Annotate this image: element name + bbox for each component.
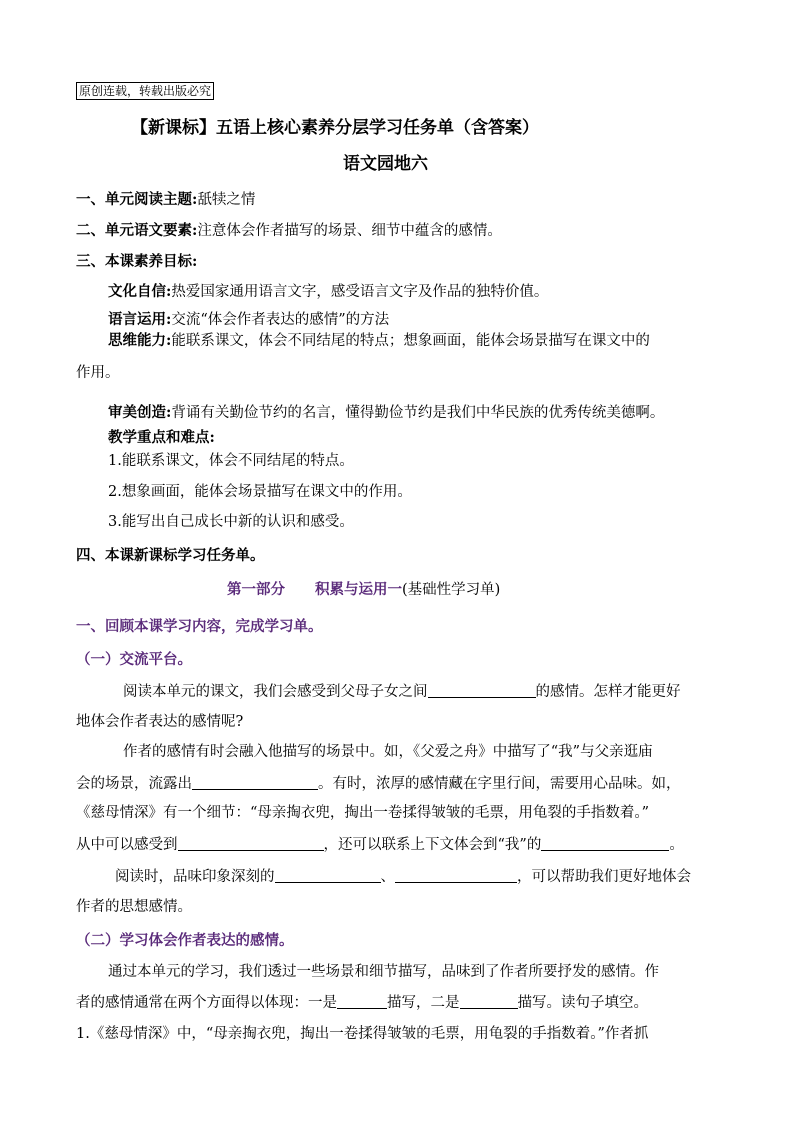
goal-thinking-cont: 作用。	[76, 365, 120, 381]
section-value: 舐犊之情	[197, 192, 256, 208]
text: 者的感情通常在两个方面得以体现：一是	[76, 995, 337, 1011]
part-subtitle: (基础性学习单)	[402, 582, 501, 598]
goal-value: 热爱国家通用语言文字，感受语言文字及作品的独特价值。	[171, 284, 549, 300]
answer-blank[interactable]	[178, 834, 324, 851]
key-point-item: 2.想象画面，能体会场景描写在课文中的作用。	[108, 484, 412, 500]
answer-blank[interactable]	[275, 866, 381, 883]
answer-blank[interactable]	[460, 992, 518, 1009]
key-point-item: 1.能联系课文，体会不同结尾的特点。	[108, 453, 354, 469]
goal-label: 文化自信:	[108, 283, 172, 300]
goal-label: 语言运用:	[108, 311, 172, 328]
document-title: 【新课标】五语上核心素养分层学习任务单（含答案）	[131, 118, 539, 138]
section-label: 二、单元语文要素:	[76, 222, 198, 239]
goal-label: 审美创造:	[108, 404, 172, 421]
answer-blank[interactable]	[541, 834, 669, 851]
key-point-item: 3.能写出自己成长中新的认识和感受。	[108, 514, 354, 530]
key-points-heading: 教学重点和难点:	[108, 429, 215, 446]
answer-blank[interactable]	[428, 681, 536, 698]
paragraph-line	[115, 866, 691, 887]
part-number: 第一部分	[227, 581, 285, 598]
heading-exchange-platform: （一）交流平台。	[76, 651, 192, 668]
section-label: 一、单元阅读主题:	[76, 191, 198, 208]
text: 。	[669, 837, 684, 853]
goal-value: 能联系课文，体会不同结尾的特点；想象画面，能体会场景描写在课文中的	[171, 333, 650, 349]
section-value: 注意体会作者描写的场景、细节中蕴含的感情。	[197, 223, 502, 239]
paragraph-line	[76, 773, 681, 794]
paragraph-line	[76, 834, 684, 855]
heading-learn-feelings: （二）学习体会作者表达的感情。	[76, 932, 294, 949]
text: 描写，二是	[387, 995, 460, 1011]
answer-blank[interactable]	[192, 773, 318, 790]
text: 的感情。怎样才能更好	[535, 684, 681, 700]
paragraph-line: 作者的思想感情。	[76, 899, 192, 915]
text: 会的场景，流露出	[76, 776, 192, 792]
answer-blank[interactable]	[337, 992, 387, 1009]
section-reading-theme	[76, 190, 255, 210]
section-goals-heading: 三、本课素养目标:	[76, 253, 198, 270]
goal-value: 背诵有关勤俭节约的名言，懂得勤俭节约是我们中华民族的优秀传统美德啊。	[171, 405, 665, 421]
question-1: 1.《慈母情深》中，“母亲掏衣兜，掏出一卷揉得皱皱的毛票，用龟裂的手指数着。”作者抓	[76, 1026, 649, 1042]
paragraph-line: 通过本单元的学习，我们透过一些场景和细节描写，品味到了作者所要抒发的感情。作	[108, 964, 659, 980]
section-language-element	[76, 221, 502, 241]
part-name: 积累与运用一	[315, 581, 402, 598]
goal-thinking	[108, 331, 650, 351]
paragraph-line	[123, 681, 681, 702]
paragraph-line: 《慈母情深》有一个细节：“母亲掏衣兜，掏出一卷揉得皱皱的毛票，用龟裂的手指数着。”	[76, 805, 650, 821]
text: 从中可以感受到	[76, 837, 178, 853]
text: 、	[380, 869, 395, 885]
section-task-list: 四、本课新课标学习任务单。	[76, 547, 265, 564]
text: 。有时，浓厚的感情藏在字里行间，需要用心品味。如，	[318, 776, 681, 792]
paragraph-line: 作者的感情有时会融入他描写的场景中。如，《父爱之舟》中描写了“我”与父亲逛庙	[123, 744, 653, 760]
document-subtitle: 语文园地六	[343, 154, 428, 174]
text: 阅读本单元的课文，我们会感受到父母子女之间	[123, 684, 428, 700]
copyright-notice: 原创连载，转载出版必究	[76, 82, 214, 100]
goal-culture	[108, 282, 548, 302]
part-one-heading	[227, 580, 500, 600]
goal-value: 交流“体会作者表达的感情”的方法	[171, 312, 390, 328]
paragraph-line	[76, 992, 648, 1013]
text: ，可以帮助我们更好地体会	[517, 869, 691, 885]
goal-language	[108, 310, 389, 330]
heading-review: 一、回顾本课学习内容，完成学习单。	[76, 618, 323, 635]
text: 阅读时，品味印象深刻的	[115, 869, 275, 885]
goal-label: 思维能力:	[108, 332, 172, 349]
answer-blank[interactable]	[395, 866, 517, 883]
goal-aesthetic	[108, 403, 664, 423]
text: ，还可以联系上下文体会到“我”的	[323, 837, 542, 853]
paragraph-line: 地体会作者表达的感情呢?	[76, 714, 244, 730]
text: 描写。读句子填空。	[517, 995, 648, 1011]
